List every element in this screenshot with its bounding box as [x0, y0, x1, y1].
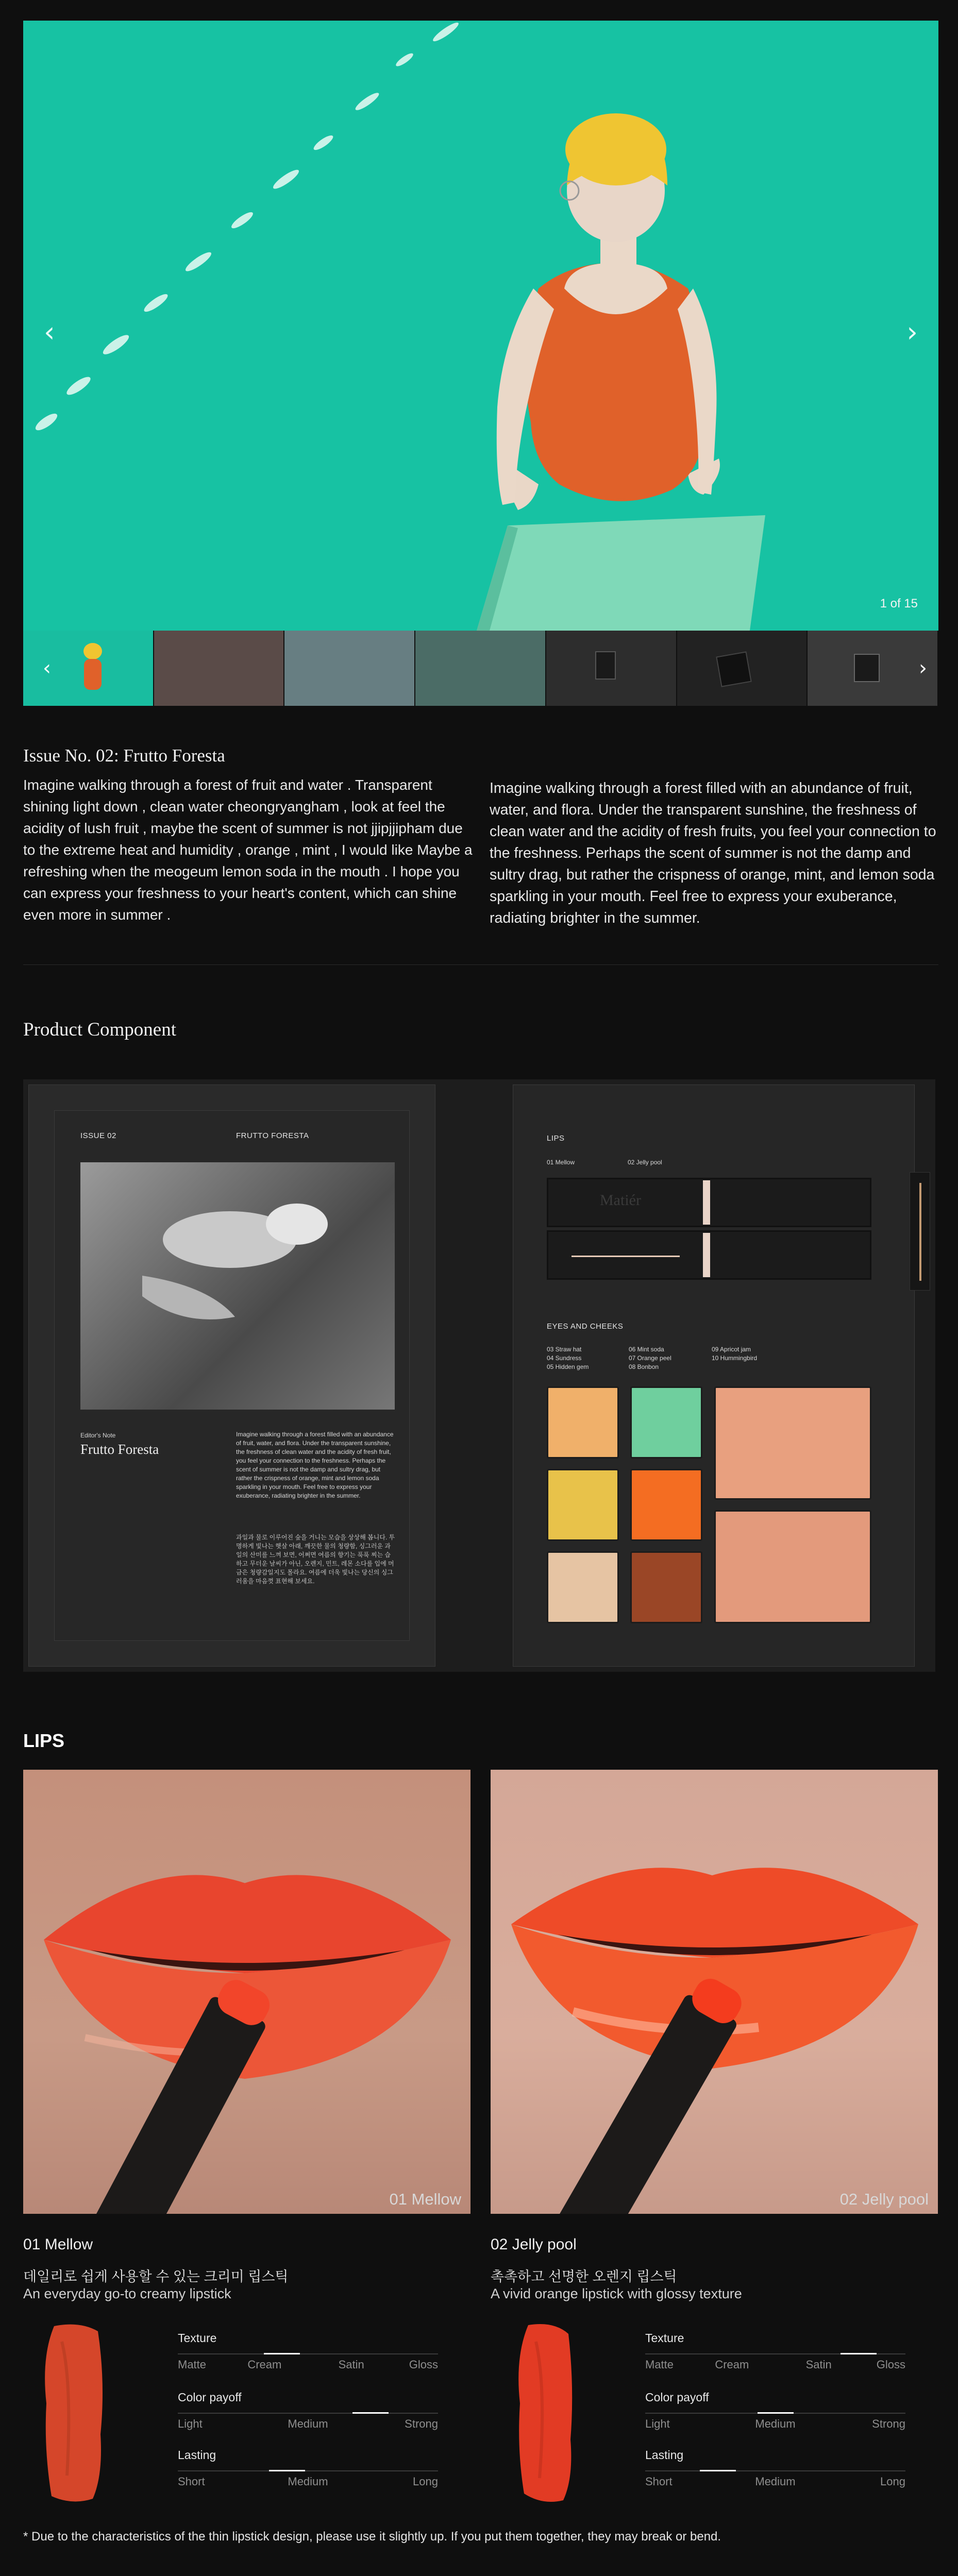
issue-label: ISSUE 02: [80, 1131, 116, 1140]
product-component-title: Product Component: [23, 1019, 177, 1040]
scale-label: Medium: [288, 2417, 328, 2430]
pan-04: [547, 1469, 619, 1541]
scale-label: Cream: [715, 2358, 749, 2371]
scale-label: Light: [178, 2417, 203, 2430]
scale-track: [178, 2413, 438, 2414]
product-book-image: [23, 1079, 938, 1677]
thumbnail-2[interactable]: [154, 631, 285, 706]
scale-label: Short: [645, 2475, 673, 2488]
book-clasp: [910, 1172, 930, 1291]
shade-03: 03 Straw hat: [547, 1346, 582, 1353]
scale-level-indicator: [264, 2353, 300, 2354]
pan-09: [714, 1386, 871, 1500]
thumbnail-4[interactable]: [415, 631, 546, 706]
scale-label: Matte: [178, 2358, 207, 2371]
thumbnail-6[interactable]: [677, 631, 808, 706]
scale-label: Medium: [288, 2475, 328, 2488]
lip-desc-en-1: An everyday go-to creamy lipstick: [23, 2286, 231, 2301]
scale-level-indicator: [700, 2470, 736, 2471]
lip-desc-ko-1: 데일리로 쉽게 사용할 수 있는 크리미 립스틱: [23, 2269, 289, 2284]
thumb-next-icon[interactable]: ›: [919, 656, 928, 680]
lip-desc-en-2: A vivid orange lipstick with glossy texture: [491, 2286, 742, 2301]
shade-04: 04 Sundress: [547, 1354, 582, 1362]
scale-label: Gloss: [876, 2358, 905, 2371]
scale-label: Short: [178, 2475, 205, 2488]
scale-label: Light: [645, 2417, 670, 2430]
editors-note-title: Frutto Foresta: [80, 1442, 159, 1457]
scale-title: Color payoff: [178, 2391, 242, 2404]
lip-photo-caption-2: 02 Jelly pool: [839, 2190, 929, 2208]
book-right-page: [513, 1084, 915, 1667]
shade-09: 09 Apricot jam: [712, 1346, 751, 1353]
pan-06: [630, 1386, 702, 1459]
section-divider: [23, 964, 938, 965]
scale-label: Gloss: [409, 2358, 438, 2371]
hero-prev-icon[interactable]: ‹: [44, 316, 55, 348]
palette-lip-shade-2: 02 Jelly pool: [628, 1159, 662, 1166]
scale-level-indicator: [758, 2412, 794, 2414]
swimmer-illustration: [23, 21, 938, 631]
scale-track: [178, 2353, 438, 2354]
lip-name-1: 01 Mellow: [23, 2236, 93, 2253]
lip-photo-jelly-pool: [491, 1770, 938, 2214]
palette-lips-label: LIPS: [547, 1134, 565, 1143]
scale-label: Medium: [755, 2417, 796, 2430]
palette-lip-shade-1: 01 Mellow: [547, 1159, 575, 1166]
lip-swatch-1: [36, 2321, 113, 2506]
editorial-photo: [80, 1162, 395, 1410]
shade-10: 10 Hummingbird: [712, 1354, 758, 1362]
scale-level-indicator: [269, 2470, 305, 2471]
lip-desc-ko-2: 촉촉하고 선명한 오렌지 립스틱: [491, 2269, 677, 2284]
scale-title: Lasting: [645, 2448, 684, 2462]
thumbnail-1[interactable]: [23, 631, 154, 706]
shade-05: 05 Hidden gem: [547, 1363, 589, 1370]
scale-label: Long: [880, 2475, 905, 2488]
footnote: * Due to the characteristics of the thin lipstick design, please use it slightly up. If you put them together, they may break or bend.: [23, 2530, 721, 2544]
lip-swatch-2: [508, 2321, 585, 2506]
thumb-prev-icon[interactable]: ‹: [43, 656, 51, 680]
book-left-page: [54, 1110, 410, 1641]
lip-photo-caption-1: 01 Mellow: [389, 2190, 461, 2208]
scale-label: Strong: [405, 2417, 438, 2430]
scale-title: Lasting: [178, 2448, 216, 2462]
scale-label: Cream: [247, 2358, 282, 2371]
scale-title: Texture: [645, 2331, 684, 2345]
shade-06: 06 Mint soda: [629, 1346, 664, 1353]
thumbnail-strip: [23, 631, 938, 706]
editors-note-english: Imagine walking through a forest filled with an abundance of fruit, water, and flora. Under the transparent sunshine, the freshness of clean water and the acidity of fresh fruit, you feel your connection to the freshness. Perhaps the scent of summer is not the damp and sultry drag, but rather the crispness of orange, mint and lemon soda sparkling in your mouth. Feel free to express your exuberance, radiating brighter in the summer.: [236, 1431, 394, 1499]
scale-title: Texture: [178, 2331, 217, 2345]
pan-03: [547, 1386, 619, 1459]
hero-next-icon[interactable]: ›: [906, 316, 918, 348]
scale-label: Medium: [755, 2475, 796, 2488]
editors-note-korean: 과일과 물로 이루어진 숲을 거니는 모습을 상상해 봅니다. 투명하게 빛나는 햇살 아래, 깨끗한 물의 청량함, 싱그러운 과일의 산미를 느껴 보면, 어쩌면 여름의 향기는 푹푹 찌는 습하고 무더운 날씨가 아닌, 오렌지, 민트, 레몬 소다를 입에 머금은 청량감일지도 몰라요. 여름에 더욱 빛나는 당신의 싱그러움을 마음껏 표현해 보세요.: [236, 1534, 395, 1585]
lipstick-slot-1: [547, 1178, 871, 1227]
scale-label: Satin: [805, 2358, 832, 2371]
collection-label: FRUTTO FORESTA: [236, 1131, 309, 1140]
pan-10: [714, 1510, 871, 1623]
lips-heading: LIPS: [23, 1730, 65, 1751]
lipstick-slot-2: [547, 1230, 871, 1280]
scale-level-indicator: [841, 2353, 877, 2354]
pan-07: [630, 1469, 702, 1541]
palette-eyes-cheeks-label: EYES AND CHEEKS: [547, 1322, 624, 1331]
brand-mark: Matiér: [600, 1192, 641, 1209]
thumbnail-3[interactable]: [284, 631, 415, 706]
slide-counter: 1 of 15: [880, 597, 918, 611]
editors-note-label: Editor's Note: [80, 1432, 116, 1439]
issue-text-english: Imagine walking through a forest filled with an abundance of fruit, water, and flora. Under the transparent sunshine, the freshness of clean water and the acidity of fresh fruits, you feel your connection to the freshness. Perhaps the scent of summer is not the damp and sultry drag, but rather the crispness of orange, mint, and lemon soda sparkling in your mouth. Feel free to express your exuberance, radiating brighter in the summer.: [490, 780, 936, 926]
scale-track: [645, 2470, 905, 2471]
scale-label: Long: [413, 2475, 438, 2488]
shade-08: 08 Bonbon: [629, 1363, 659, 1370]
pan-05: [547, 1551, 619, 1623]
hero-slideshow[interactable]: [23, 21, 938, 631]
lip-name-2: 02 Jelly pool: [491, 2236, 577, 2253]
thumbnail-5[interactable]: [546, 631, 677, 706]
scale-track: [178, 2470, 438, 2471]
scale-label: Matte: [645, 2358, 674, 2371]
issue-text-korean-translation: Imagine walking through a forest of fruit and water . Transparent shining light down , clean water cheongryangham , look at feel the acidity of lush fruit , maybe the scent of summer is not jjipjjipham due to the extreme heat and humidity , orange , mint , I would like Maybe a refreshing when the meogeum lemon soda in the mouth . I hope you can express your freshness to your heart's content, which can shine even more in summer .: [23, 777, 473, 923]
shade-07: 07 Orange peel: [629, 1354, 671, 1362]
scale-label: Satin: [338, 2358, 364, 2371]
pan-08: [630, 1551, 702, 1623]
lip-photo-mellow: [23, 1770, 470, 2214]
issue-title: Issue No. 02: Frutto Foresta: [23, 745, 225, 766]
scale-level-indicator: [352, 2412, 389, 2414]
scale-title: Color payoff: [645, 2391, 709, 2404]
thumbnail-7[interactable]: [808, 631, 938, 706]
scale-label: Strong: [872, 2417, 905, 2430]
